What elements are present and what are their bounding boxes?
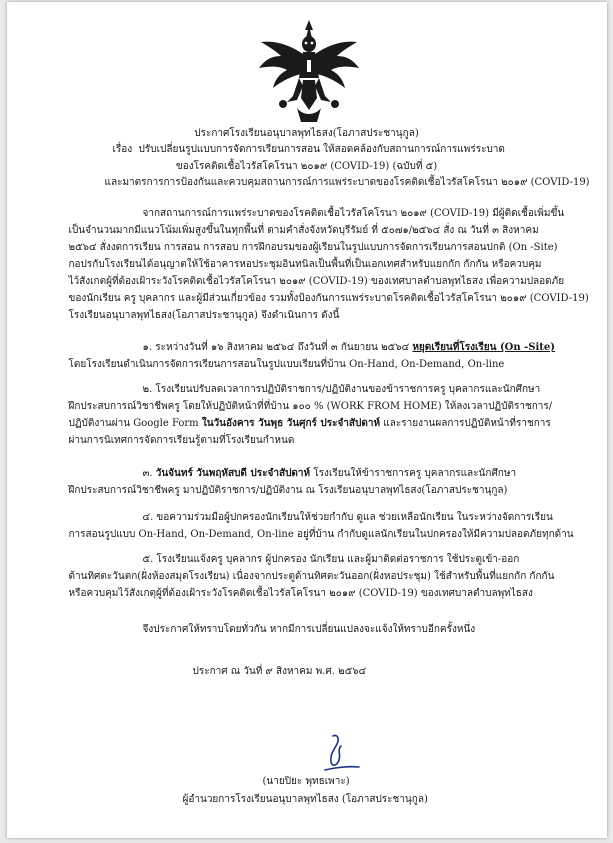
item-3-line-2: ฝึกประสบการณ์วิชาชีพครู มาปฏิบัติราชการ/ปฏิบัติงาน ณ โรงเรียนอนุบาลพุทไธสง(โอภาสประชานุกูล) [68, 485, 508, 496]
intro-line: ของนักเรียน ครู บุคลากร และผู้มีส่วนเกี่ยวข้อง รวมทั้งป้องกันการแพร่ระบาดโรคติดเชื้อไวรัสโคโรนา ๒๐๑๙ (COVID-19) [68, 293, 589, 304]
item-2-emphasis: ในวันอังคาร วันพุธ วันศุกร์ ประจำสัปดาห์ [201, 418, 381, 429]
item-2-text: และรายงานผลการปฏิบัติหน้าที่ราชการ [380, 418, 551, 429]
item-5-line: หรือควบคุมไว้สังเกตุผู้ที่ต้องเฝ้าระวังโรคติดเชื้อไวรัสโคโรนา ๒๐๑๙ (COVID-19) ของเทศบาลตำบลพุทไธสง [68, 588, 533, 599]
item-5-line: ๕. โรงเรียนแจ้งครู บุคลากร ผู้ปกครอง นักเรียน และผู้มาติดต่อราชการ ใช้ประตูเข้า-ออก [142, 554, 520, 565]
item-3-emphasis: วันจันทร์ วันพฤหัสบดี ประจำสัปดาห์ [155, 468, 311, 479]
item-5-line: ด้านทิศตะวันตก(ฝั่งห้องสมุดโรงเรียน) เนื่องจากประตูด้านทิศตะวันออก(ฝั่งหอประชุม) ใช้สำหรับพื้นที่แยกกัก กักกัน [68, 571, 555, 582]
item-3-line-1 [143, 466, 517, 482]
intro-line: เป็นจำนวนมากมีแนวโน้มเพิ่มสูงขึ้นในทุกพื้นที่ ตามคำสั่งจังหวัดบุรีรัมย์ ที่ ๕๐๗๑/๒๕๖๔ สั่ง ณ วันที่ ๓ สิงหาคม [68, 225, 539, 236]
announcement-date: ประกาศ ณ วันที่ ๙ สิงหาคม พ.ศ. ๒๕๖๔ [192, 666, 367, 677]
item-1-line-2: โดยโรงเรียนดำเนินการจัดการเรียนการสอนในรูปแบบเรียนที่บ้าน On-Hand, On-Demand, On-line [68, 359, 505, 370]
item-4-line: ๔. ขอความร่วมมือผู้ปกครองนักเรียนให้ช่วยกำกับ ดูแล ช่วยเหลือนักเรียน ในระหว่างจัดการเรียน [142, 512, 553, 523]
subject-line-3: และมาตรการการป้องกันและควบคุมสถานการณ์การแพร่ระบาดของโรคติดเชื้อไวรัสโคโรนา ๒๐๑๙ (COVID-19) [104, 177, 590, 188]
intro-line: ไว้สังเกตผู้ที่ต้องเฝ้าระวังโรคติดเชื้อไวรัสโคโรนา ๒๐๑๙ (COVID-19) ของเทศบาลตำบลพุทไธสง เพื่อความปลอดภัย [68, 276, 565, 287]
item-1-emphasis: หยุดเรียนที่โรงเรียน (On -Site) [412, 342, 556, 353]
subject-line-1 [113, 142, 505, 158]
intro-line: กอปรกับโรงเรียนได้อนุญาตให้ใช้อาคารหอประชุมอินทนิลเป็นพื้นที่เป็นเอกเทศสำหรับแยกกัก กักกัน หรือควบคุม [68, 259, 542, 270]
item-2-line: ฝึกประสบการณ์วิชาชีพครู โดยให้ปฏิบัติหน้าที่ที่บ้าน ๑๐๐ % (WORK FROM HOME) ให้ลงเวลาปฏิบัติราชการ/ [68, 401, 553, 412]
item-2-line: ผ่านการนิเทศการจัดการเรียนรู้ตามที่โรงเรียนกำหนด [68, 435, 295, 446]
intro-line: จากสถานการณ์การแพร่ระบาดของโรคติดเชื้อไวรัสโคโรนา ๒๐๑๙ (COVID-19) มีผู้ติดเชื้อเพิ่มขึ้น [142, 208, 565, 219]
document-page [7, 2, 607, 838]
item-3-text: โรงเรียนให้ข้าราชการครู บุคลากรและนักศึกษา [310, 468, 517, 479]
announcement-title: ประกาศโรงเรียนอนุบาลพุทไธสง(โอภาสประชานุกูล) [194, 128, 419, 139]
subject-line-2: ของโรคติดเชื้อไวรัสโคโรนา ๒๐๑๙ (COVID-19) (ฉบับที่ ๕) [175, 161, 438, 172]
item-1-line-1 [143, 340, 556, 356]
garuda-emblem [253, 16, 365, 128]
item-4-line: การสอนรูปแบบ On-Hand, On-Demand, On-line อยู่ที่บ้าน กำกับดูแลนักเรียนในปกครองให้มีความปลอดภัยทุกด้าน [68, 529, 574, 540]
item-2-line-3 [69, 416, 551, 432]
item-1-text: ๑. ระหว่างวันที่ ๑๖ สิงหาคม ๒๕๖๔ ถึงวันที่ ๓ กันยายน ๒๕๖๔ [142, 342, 413, 353]
item-3-number: ๓. [142, 468, 156, 479]
signer-name: (นายปิยะ พุทธเพาะ) [262, 776, 350, 787]
item-2-line: ๒. โรงเรียนปรับลดเวลาการปฏิบัติราชการ/ปฏิบัติงานของข้าราชการครู บุคลากรและนักศึกษา [142, 384, 541, 395]
subject-label: เรื่อง [112, 144, 133, 155]
intro-line: ๒๕๖๔ สั่งงดการเรียน การสอน การสอบ การฝึกอบรมของผู้เรียนในรูปแบบการจัดการเรียนการสอนปกติ (On -Site) [68, 242, 558, 253]
signature [307, 732, 367, 774]
intro-line: โรงเรียนอนุบาลพุทไธสง(โอภาสประชานุกูล) จึงดำเนินการ ดังนี้ [68, 310, 340, 321]
signer-position: ผู้อำนวยการโรงเรียนอนุบาลพุทไธสง (โอภาสประชานุกูล) [182, 794, 428, 805]
subject-text-1: ปรับเปลี่ยนรูปแบบการจัดการเรียนการสอน ให้สอดคล้องกับสถานการณ์การแพร่ระบาด [138, 144, 505, 155]
closing-statement: จึงประกาศให้ทราบโดยทั่วกัน หากมีการเปลี่ยนแปลงจะแจ้งให้ทราบอีกครั้งหนึ่ง [142, 624, 476, 635]
item-2-text: ปฏิบัติงานผ่าน Google Form [68, 418, 202, 429]
